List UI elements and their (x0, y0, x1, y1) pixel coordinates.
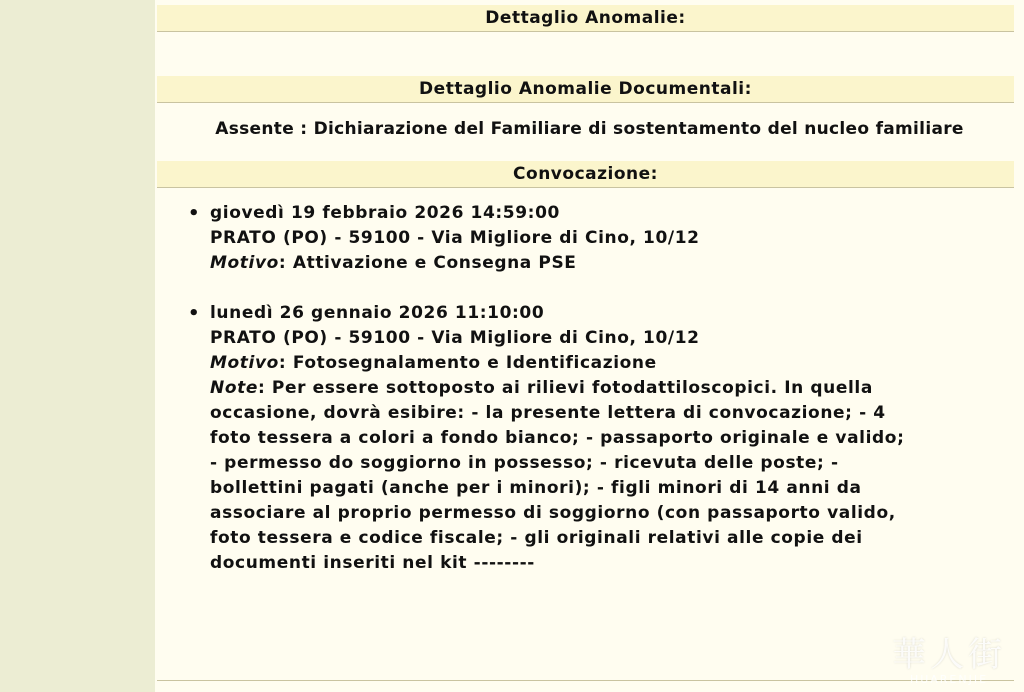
appointment-notes (210, 376, 910, 576)
bullet-icon: • (188, 203, 201, 224)
appointment-item (188, 301, 910, 576)
appointment-datetime: giovedì 19 febbraio 2026 14:59:00 (210, 203, 560, 223)
reason-text: : Attivazione e Consegna PSE (278, 253, 577, 273)
main-content (155, 0, 1024, 692)
convocation-header: Convocazione: (157, 161, 1014, 188)
bullet-icon: • (188, 303, 201, 324)
reason-label: Motivo (210, 253, 279, 273)
appointment-address: PRATO (PO) - 59100 - Via Migliore di Cino, 10/12 (210, 228, 700, 248)
notes-text: : Per essere sottoposto ai rilievi fotodattiloscopici. In quella occasione, dovrà esibire: - la presente lettera di convocazione; - 4 foto tessera a colori a fondo bianco; - passaporto originale e valido; - permesso do soggiorno in possesso; - ricevuta delle poste; - bollettini pagati (anche per i minori); - figli minori di 14 anni da associare al proprio permesso di soggiorno (con passaporto valido, foto tessera e codice fiscale; - gli originali relativi alle copie dei documenti inseriti nel kit -------- (210, 378, 905, 573)
notes-label: Note (210, 378, 258, 398)
appointment-reason (210, 251, 930, 276)
left-sidebar (0, 0, 155, 692)
watermark-sub: HUARENJIE (909, 673, 989, 686)
anomalies-header: Dettaglio Anomalie: (157, 5, 1014, 32)
appointment-item (188, 201, 930, 276)
watermark-logo (892, 637, 1006, 686)
doc-anomaly-text: Assente : Dichiarazione del Familiare di sostentamento del nucleo familiare (215, 119, 964, 139)
appointment-reason (210, 351, 910, 376)
divider (157, 680, 1014, 681)
reason-label: Motivo (210, 353, 279, 373)
appointment-address: PRATO (PO) - 59100 - Via Migliore di Cino, 10/12 (210, 328, 700, 348)
appointment-datetime: lunedì 26 gennaio 2026 11:10:00 (210, 303, 545, 323)
watermark-main: 華人街 (892, 635, 1006, 675)
reason-text: : Fotosegnalamento e Identificazione (278, 353, 657, 373)
doc-anomalies-header: Dettaglio Anomalie Documentali: (157, 76, 1014, 103)
